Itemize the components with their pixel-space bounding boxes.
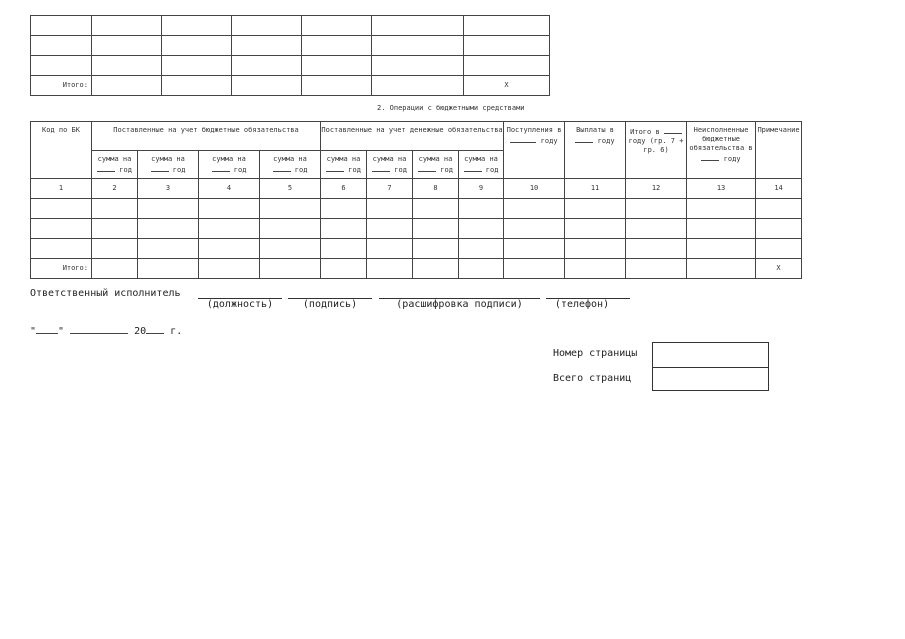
x-mark: X	[756, 259, 802, 279]
itogo-label: Итого:	[31, 259, 92, 279]
col-kod-bk: Код по БК	[31, 122, 92, 179]
table-operations-top	[30, 15, 550, 96]
sub-summa: сумма на год	[367, 151, 413, 179]
year-blank[interactable]	[146, 323, 164, 334]
col-number: 5	[260, 179, 321, 199]
col-number: 7	[367, 179, 413, 199]
page-number-box[interactable]	[652, 342, 769, 391]
col-number: 8	[413, 179, 459, 199]
col-number: 13	[687, 179, 756, 199]
table-row-total	[31, 259, 802, 279]
sub-summa: сумма на год	[413, 151, 459, 179]
col-number: 12	[626, 179, 687, 199]
sub-summa: сумма на год	[138, 151, 199, 179]
section-title: 2. Операции с бюджетными средствами	[377, 104, 525, 112]
sub-summa: сумма на год	[321, 151, 367, 179]
table-budget-operations	[30, 121, 802, 279]
rasshifrovka-caption: (расшифровка подписи)	[396, 299, 523, 310]
col-number: 14	[756, 179, 802, 199]
col-number: 4	[199, 179, 260, 199]
col-number: 10	[504, 179, 565, 199]
table-row	[31, 219, 802, 239]
column-numbers-row	[31, 179, 802, 199]
responsible-label: Ответственный исполнитель	[30, 288, 181, 299]
table-row	[31, 56, 550, 76]
col-postupleniya: Поступления в году	[504, 122, 565, 179]
page-number-label: Номер страницы	[553, 348, 638, 359]
group-budget-obligations: Поставленные на учет бюджетные обязательства	[92, 122, 321, 151]
sub-summa: сумма на год	[459, 151, 504, 179]
col-number: 11	[565, 179, 626, 199]
col-number: 6	[321, 179, 367, 199]
podpis-caption: (подпись)	[302, 299, 358, 310]
date-line: " " 20 г.	[30, 323, 182, 337]
col-neispolnennye: Неисполненные бюджетные обязательства в году	[687, 122, 756, 179]
col-itogo: Итого в году (гр. 7 + гр. 6)	[626, 122, 687, 179]
itogo-label: Итого:	[31, 76, 92, 96]
header-row	[31, 122, 802, 151]
day-blank[interactable]	[36, 323, 58, 334]
col-number: 1	[31, 179, 92, 199]
sub-summa: сумма на год	[199, 151, 260, 179]
month-blank[interactable]	[70, 323, 128, 334]
table-row-total	[31, 76, 550, 96]
col-number: 3	[138, 179, 199, 199]
sub-summa: сумма на год	[260, 151, 321, 179]
col-primechanie: Примечание	[756, 122, 802, 179]
x-mark: X	[464, 76, 550, 96]
total-pages-label: Всего страниц	[553, 373, 632, 384]
table-row	[31, 199, 802, 219]
col-number: 2	[92, 179, 138, 199]
telefon-caption: (телефон)	[554, 299, 610, 310]
table-row	[31, 239, 802, 259]
table-row	[31, 16, 550, 36]
sub-summa: сумма на год	[92, 151, 138, 179]
group-money-obligations: Поставленные на учет денежные обязательства	[321, 122, 504, 151]
table-row	[31, 36, 550, 56]
col-vyplaty: Выплаты в году	[565, 122, 626, 179]
dolzhnost-caption: (должность)	[206, 299, 274, 310]
col-number: 9	[459, 179, 504, 199]
